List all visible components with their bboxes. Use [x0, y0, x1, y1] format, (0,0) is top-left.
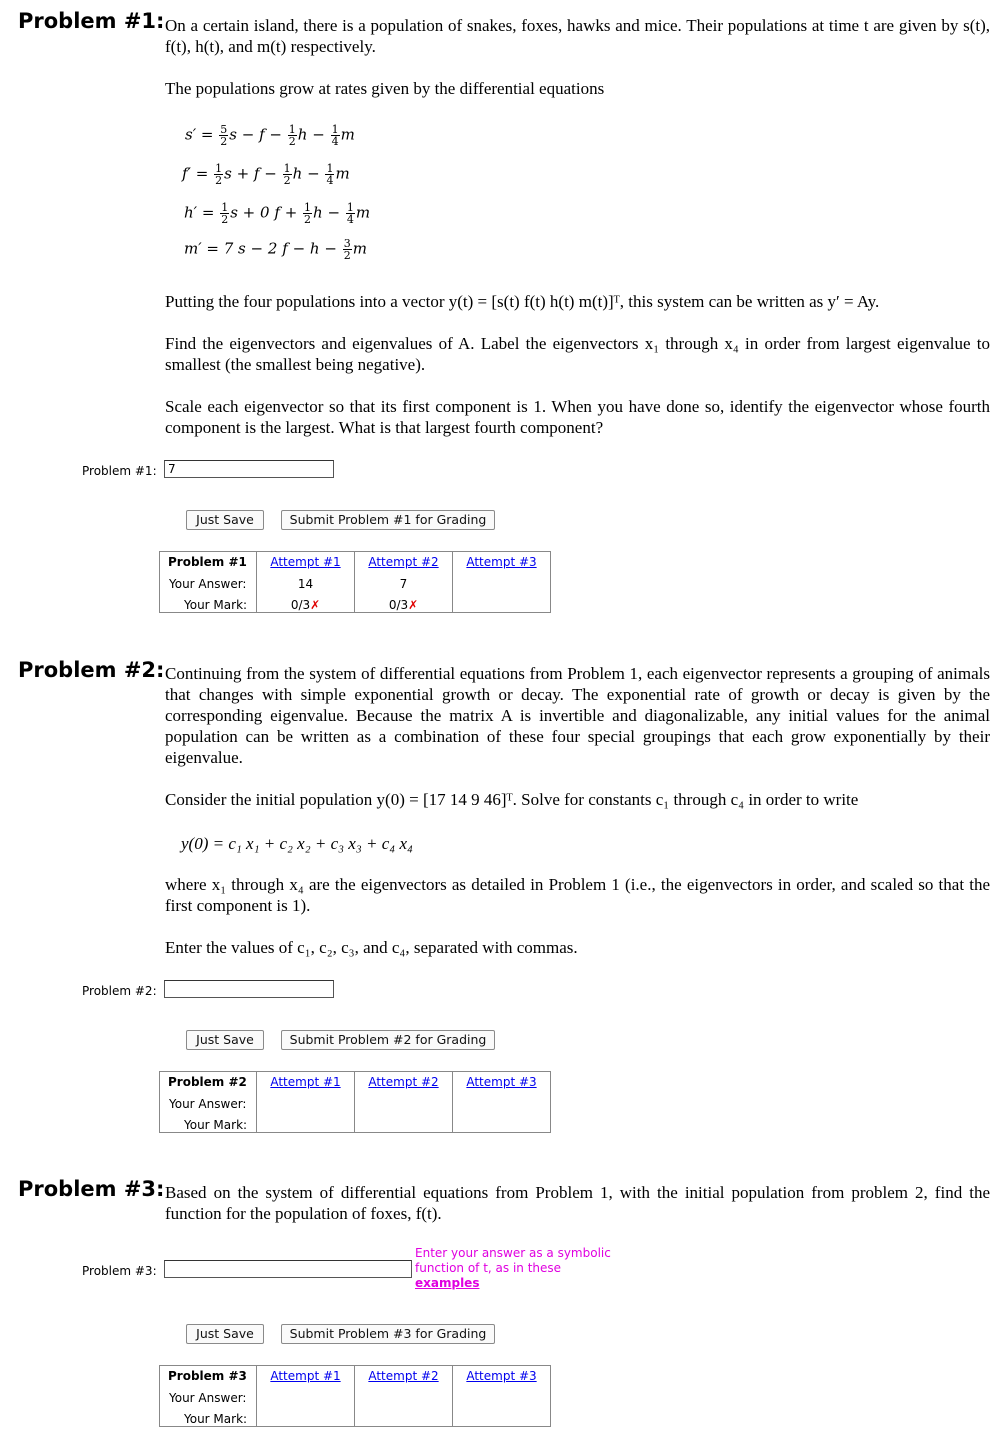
problem-1-vector-text: Putting the four populations into a vector y(t) = [s(t) f(t) h(t) m(t)]ᵀ, this system can be written as y′ = Ay. — [165, 292, 880, 311]
attempt-2-link[interactable]: Attempt #2 — [368, 555, 439, 569]
equation-m-prime: m′ = 7 s − 2 f − h − $\frac{3}{2}$ m — [184, 237, 367, 262]
problem-1-attempts-table — [159, 551, 551, 613]
hint-line-2: function of t, as in these — [415, 1261, 562, 1275]
attempt-3-link[interactable]: Attempt #3 — [466, 1075, 537, 1089]
equation-h-prime: h′ = $\frac{1}{2}$ s + 0 f + $\frac{1}{2}$ h − $\frac{1}{4}$ m — [184, 201, 371, 226]
your-answer-label: Your Answer: — [169, 577, 247, 591]
problem-1-find-text: Find the eigenvectors and eigenvalues of A. Label the eigenvectors x₁ through x₄ in order from largest eigenvalue to smallest (the smallest being negative). — [165, 334, 990, 374]
attempt-2-mark: 0/3✗ — [388, 598, 419, 612]
problem-3-title: Problem #3: — [18, 1177, 165, 1201]
attempt-1-answer: 14 — [297, 577, 314, 591]
table-header: Problem #2 — [168, 1075, 247, 1089]
problem-1-scale-text: Scale each eigenvector so that its first component is 1. When you have done so, identify the eigenvector whose fourth component is the largest. What is that largest fourth component? — [165, 397, 990, 437]
problem-1-answer-input[interactable] — [164, 460, 334, 478]
your-answer-label: Your Answer: — [169, 1097, 247, 1111]
your-mark-label: Your Mark: — [184, 598, 248, 612]
table-header: Problem #3 — [168, 1369, 247, 1383]
attempt-3-link[interactable]: Attempt #3 — [466, 1369, 537, 1383]
problem-3-intro: Based on the system of differential equations from Problem 1, with the initial population from problem 2, find the function for the population of foxes, f(t). — [165, 1183, 990, 1223]
your-answer-label: Your Answer: — [169, 1391, 247, 1405]
problem-2-enter-text: Enter the values of c₁, c₂, c₃, and c₄, separated with commas. — [165, 938, 578, 957]
problem-2-just-save-button[interactable]: Just Save — [186, 1030, 264, 1050]
problem-1-growth-text: The populations grow at rates given by the differential equations — [165, 79, 605, 98]
table-header: Problem #1 — [168, 555, 247, 569]
attempt-2-link[interactable]: Attempt #2 — [368, 1075, 439, 1089]
wrong-x-icon: ✗ — [310, 598, 321, 612]
problem-1-intro: On a certain island, there is a population of snakes, foxes, hawks and mice. Their populations at time t are given by s(t), f(t), h(t), and m(t) respectively. — [165, 16, 990, 56]
problem-2-title: Problem #2: — [18, 658, 165, 682]
attempt-2-link[interactable]: Attempt #2 — [368, 1369, 439, 1383]
problem-3-just-save-button[interactable]: Just Save — [186, 1324, 264, 1344]
problem-1-submit-button[interactable]: Submit Problem #1 for Grading — [281, 510, 495, 530]
problem-2-attempts-table — [159, 1071, 551, 1133]
problem-3-hint — [415, 1246, 611, 1291]
problem-3-submit-button[interactable]: Submit Problem #3 for Grading — [281, 1324, 495, 1344]
attempt-2-answer: 7 — [399, 577, 408, 591]
problem-2-answer-input[interactable] — [164, 980, 334, 998]
attempt-1-link[interactable]: Attempt #1 — [270, 555, 341, 569]
attempt-1-link[interactable]: Attempt #1 — [270, 1075, 341, 1089]
wrong-x-icon: ✗ — [408, 598, 419, 612]
equation-f-prime: f′ = $\frac{1}{2}$ s + f − $\frac{1}{2}$ h − $\frac{1}{4}$ m — [182, 162, 350, 187]
problem-3-attempts-table — [159, 1365, 551, 1427]
problem-3-input-label: Problem #3: — [82, 1264, 157, 1278]
problem-1-just-save-button[interactable]: Just Save — [186, 510, 264, 530]
problem-2-input-label: Problem #2: — [82, 984, 157, 998]
problem-2-submit-button[interactable]: Submit Problem #2 for Grading — [281, 1030, 495, 1050]
equation-s-prime: s′ = $\frac{5}{2}$ s − f − $\frac{1}{2}$ h − $\frac{1}{4}$ m — [185, 123, 355, 148]
examples-link[interactable]: examples — [415, 1276, 480, 1290]
attempt-3-link[interactable]: Attempt #3 — [466, 555, 537, 569]
attempt-1-mark: 0/3✗ — [290, 598, 321, 612]
problem-1-title: Problem #1: — [18, 9, 165, 33]
your-mark-label: Your Mark: — [184, 1118, 248, 1132]
problem-2-where-text: where x₁ through x₄ are the eigenvectors as detailed in Problem 1 (i.e., the eigenvectors in order, and scaled so that the first component is 1). — [165, 875, 990, 915]
problem-2-intro: Continuing from the system of differential equations from Problem 1, each eigenvector represents a grouping of animals that changes with simple exponential growth or decay. The exponential rate of growth or decay is given by the corresponding eigenvalue. Because the matrix A is invertible and diagonalizable, any initial values for the animal population can be written as a combination of these four special groupings that each grow exponentially by their eigenvalue. — [165, 664, 990, 767]
attempt-1-link[interactable]: Attempt #1 — [270, 1369, 341, 1383]
your-mark-label: Your Mark: — [184, 1412, 248, 1426]
problem-2-consider-text: Consider the initial population y(0) = [17 14 9 46]ᵀ. Solve for constants c₁ through c₄ in order to write — [165, 790, 859, 809]
problem-3-answer-input[interactable] — [164, 1260, 412, 1278]
problem-1-input-label: Problem #1: — [82, 464, 157, 478]
problem-2-equation: y(0) = c₁ x₁ + c₂ x₂ + c₃ x₃ + c₄ x₄ — [181, 834, 413, 853]
hint-line-1: Enter your answer as a symbolic — [415, 1246, 611, 1260]
